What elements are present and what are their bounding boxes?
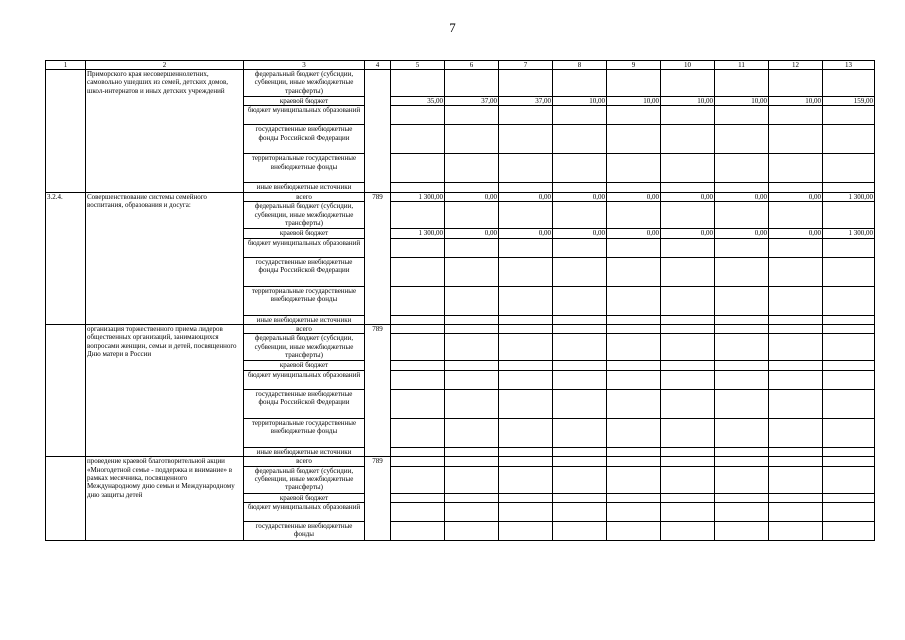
value-cell [499,286,553,315]
value-cell [445,389,499,418]
value-cell [607,125,661,154]
grbs-code: 789 [365,192,391,324]
value-cell [823,286,875,315]
column-number: 3 [244,61,365,70]
value-cell [391,70,445,97]
value-cell [553,70,607,97]
value-cell [445,493,499,502]
column-number: 12 [769,61,823,70]
value-cell [553,361,607,370]
value-cell [823,418,875,447]
column-number: 5 [391,61,445,70]
value-cell [445,315,499,324]
value-cell: 1 300,00 [823,192,875,201]
value-cell [769,503,823,522]
value-cell [445,370,499,389]
value-cell [715,466,769,493]
value-cell [499,315,553,324]
value-cell [823,257,875,286]
value-cell [553,106,607,125]
value-cell: 0,00 [769,192,823,201]
value-cell [607,418,661,447]
value-cell: 0,00 [445,229,499,238]
value-cell [661,325,715,334]
value-cell [391,325,445,334]
value-cell: 0,00 [499,229,553,238]
value-cell [823,503,875,522]
value-cell: 10,00 [607,97,661,106]
value-cell [607,389,661,418]
value-cell [499,334,553,361]
value-cell [499,125,553,154]
value-cell [445,183,499,192]
value-cell [715,70,769,97]
value-cell [499,370,553,389]
funding-source: федеральный бюджет (субсидии, субвенции, иные межбюджетные трансферты) [244,466,365,493]
value-cell [823,125,875,154]
value-cell [391,202,445,229]
column-number: 10 [661,61,715,70]
funding-source: федеральный бюджет (субсидии, субвенции, иные межбюджетные трансферты) [244,70,365,97]
item-name: Приморского края несовершеннолетних, самовольно ушедших из семей, детских домов, школ-интернатов и иных детских учреждений [86,70,244,193]
value-cell [391,286,445,315]
column-number-row [46,61,875,70]
value-cell: 0,00 [661,229,715,238]
funding-source: территориальные государственные внебюджетные фонды [244,286,365,315]
funding-source: краевой бюджет [244,97,365,106]
funding-source: бюджет муниципальных образований [244,503,365,522]
value-cell [553,125,607,154]
value-cell [715,522,769,541]
value-cell [445,106,499,125]
value-cell [661,315,715,324]
funding-source: бюджет муниципальных образований [244,370,365,389]
value-cell: 1 300,00 [391,192,445,201]
value-cell [391,361,445,370]
column-number: 1 [46,61,86,70]
value-cell [769,325,823,334]
value-cell [607,503,661,522]
value-cell [823,325,875,334]
value-cell [391,238,445,257]
value-cell [661,389,715,418]
value-cell [661,457,715,466]
total-label: всего [244,457,365,466]
value-cell: 0,00 [607,229,661,238]
value-cell [607,361,661,370]
value-cell [391,315,445,324]
value-cell [715,418,769,447]
value-cell [661,522,715,541]
value-cell [715,183,769,192]
value-cell [607,447,661,456]
value-cell [391,457,445,466]
value-cell: 0,00 [715,192,769,201]
value-cell: 159,00 [823,97,875,106]
value-cell [661,361,715,370]
value-cell [607,106,661,125]
value-cell [445,418,499,447]
value-cell [715,503,769,522]
value-cell [445,257,499,286]
funding-source: государственные внебюджетные фонды Российской Федерации [244,389,365,418]
value-cell: 0,00 [499,192,553,201]
value-cell [661,370,715,389]
value-cell [445,522,499,541]
column-number: 8 [553,61,607,70]
value-cell: 37,00 [445,97,499,106]
value-cell [823,183,875,192]
value-cell [607,522,661,541]
value-cell [661,334,715,361]
value-cell [445,238,499,257]
value-cell: 0,00 [715,229,769,238]
funding-source: краевой бюджет [244,493,365,502]
value-cell: 0,00 [769,229,823,238]
value-cell [823,334,875,361]
value-cell [607,183,661,192]
value-cell [823,466,875,493]
value-cell [553,493,607,502]
value-cell: 0,00 [553,229,607,238]
value-cell [499,238,553,257]
value-cell [823,361,875,370]
table-row [46,70,875,97]
value-cell [661,106,715,125]
value-cell [823,70,875,97]
value-cell [607,154,661,183]
item-name: Совершенствование системы семейного воспитания, образования и досуга: [86,192,244,324]
value-cell [607,238,661,257]
value-cell [661,493,715,502]
table-row [46,457,875,466]
value-cell [445,154,499,183]
total-label: всего [244,192,365,201]
value-cell [715,257,769,286]
value-cell [553,154,607,183]
value-cell [715,361,769,370]
value-cell [553,503,607,522]
value-cell [823,457,875,466]
value-cell [445,447,499,456]
grbs-code [365,70,391,193]
value-cell [607,70,661,97]
value-cell [607,370,661,389]
value-cell [715,125,769,154]
value-cell [553,370,607,389]
value-cell [445,202,499,229]
value-cell [607,334,661,361]
column-number: 2 [86,61,244,70]
value-cell [445,503,499,522]
funding-source: краевой бюджет [244,361,365,370]
value-cell [607,466,661,493]
value-cell [823,106,875,125]
value-cell [553,238,607,257]
item-code: 3.2.4. [46,192,86,324]
value-cell [661,447,715,456]
value-cell [445,466,499,493]
budget-table [45,60,875,541]
value-cell [769,447,823,456]
funding-source: бюджет муниципальных образований [244,238,365,257]
value-cell [823,447,875,456]
value-cell [445,325,499,334]
value-cell [499,70,553,97]
value-cell [445,125,499,154]
value-cell [499,493,553,502]
value-cell [499,418,553,447]
value-cell [769,334,823,361]
value-cell [499,106,553,125]
value-cell [391,493,445,502]
item-name: организация торжественного приема лидеров общественных организаций, занимающихся вопросами женщин, семьи и детей, посвященного Дню матери в России [86,325,244,457]
funding-source: иные внебюджетные источники [244,447,365,456]
value-cell [391,334,445,361]
value-cell: 0,00 [445,192,499,201]
value-cell [499,325,553,334]
funding-source: федеральный бюджет (субсидии, субвенции, иные межбюджетные трансферты) [244,202,365,229]
value-cell: 10,00 [715,97,769,106]
column-number: 6 [445,61,499,70]
value-cell [823,238,875,257]
value-cell: 0,00 [661,192,715,201]
value-cell [769,106,823,125]
value-cell [715,370,769,389]
value-cell [715,286,769,315]
value-cell [607,286,661,315]
value-cell: 37,00 [499,97,553,106]
value-cell [553,202,607,229]
value-cell [769,183,823,192]
item-name: проведение краевой благотворительной акции «Многодетной семье - поддержка и внимание» в рамках месячника, посвященного Международному дню семьи и Международному дню защиты детей [86,457,244,541]
value-cell [769,361,823,370]
value-cell [391,257,445,286]
value-cell [553,286,607,315]
value-cell [391,418,445,447]
value-cell [553,325,607,334]
value-cell [445,361,499,370]
value-cell [769,154,823,183]
value-cell [445,457,499,466]
value-cell [499,154,553,183]
value-cell [445,286,499,315]
value-cell [391,154,445,183]
funding-source: иные внебюджетные источники [244,183,365,192]
value-cell [499,202,553,229]
value-cell [607,257,661,286]
value-cell: 0,00 [607,192,661,201]
value-cell [499,183,553,192]
value-cell [823,154,875,183]
value-cell [391,183,445,192]
value-cell [661,154,715,183]
value-cell [661,183,715,192]
value-cell [607,493,661,502]
value-cell [391,522,445,541]
funding-source: краевой бюджет [244,229,365,238]
value-cell [391,370,445,389]
value-cell [823,389,875,418]
value-cell [499,389,553,418]
value-cell [715,493,769,502]
value-cell [499,503,553,522]
funding-source: бюджет муниципальных образований [244,106,365,125]
table-body [46,70,875,541]
value-cell [661,466,715,493]
value-cell: 1 300,00 [823,229,875,238]
value-cell [391,106,445,125]
value-cell: 1 300,00 [391,229,445,238]
value-cell [661,257,715,286]
item-code [46,457,86,541]
item-code [46,70,86,193]
value-cell [553,257,607,286]
value-cell [499,361,553,370]
value-cell [823,522,875,541]
column-number: 13 [823,61,875,70]
value-cell [499,522,553,541]
value-cell [715,457,769,466]
value-cell [661,70,715,97]
value-cell [823,370,875,389]
value-cell [769,370,823,389]
value-cell [553,522,607,541]
value-cell [769,389,823,418]
value-cell: 10,00 [769,97,823,106]
value-cell [391,447,445,456]
value-cell [715,315,769,324]
value-cell: 0,00 [553,192,607,201]
value-cell [391,503,445,522]
value-cell [553,334,607,361]
value-cell [715,202,769,229]
grbs-code: 789 [365,325,391,457]
value-cell [553,389,607,418]
value-cell [715,238,769,257]
value-cell [607,202,661,229]
value-cell [661,202,715,229]
column-number: 4 [365,61,391,70]
value-cell [769,202,823,229]
value-cell [661,418,715,447]
value-cell [715,154,769,183]
column-number: 7 [499,61,553,70]
table-row [46,325,875,334]
total-label: всего [244,325,365,334]
value-cell [715,325,769,334]
value-cell [769,493,823,502]
value-cell [661,125,715,154]
value-cell [769,125,823,154]
value-cell [553,447,607,456]
value-cell [661,286,715,315]
column-number: 9 [607,61,661,70]
value-cell: 10,00 [553,97,607,106]
value-cell [445,70,499,97]
value-cell [823,315,875,324]
value-cell [769,418,823,447]
value-cell [445,334,499,361]
value-cell [391,125,445,154]
value-cell [661,238,715,257]
grbs-code: 789 [365,457,391,541]
value-cell [391,389,445,418]
value-cell [823,493,875,502]
value-cell [607,315,661,324]
table-row [46,192,875,201]
value-cell [769,238,823,257]
value-cell [499,257,553,286]
value-cell [715,447,769,456]
value-cell [715,106,769,125]
value-cell [553,183,607,192]
value-cell [499,457,553,466]
value-cell [769,286,823,315]
funding-source: федеральный бюджет (субсидии, субвенции, иные межбюджетные трансферты) [244,334,365,361]
value-cell [769,522,823,541]
value-cell [769,315,823,324]
value-cell [769,257,823,286]
value-cell [553,466,607,493]
value-cell [715,389,769,418]
value-cell [769,70,823,97]
value-cell [553,457,607,466]
value-cell [769,457,823,466]
value-cell [391,466,445,493]
value-cell [661,503,715,522]
value-cell: 10,00 [661,97,715,106]
funding-source: иные внебюджетные источники [244,315,365,324]
item-code [46,325,86,457]
value-cell: 35,00 [391,97,445,106]
value-cell [769,466,823,493]
value-cell [715,334,769,361]
value-cell [553,418,607,447]
column-number: 11 [715,61,769,70]
value-cell [607,325,661,334]
funding-source: государственные внебюджетные фонды Российской Федерации [244,257,365,286]
value-cell [499,466,553,493]
page-number: 7 [449,20,456,35]
value-cell [499,447,553,456]
funding-source: государственные внебюджетные фонды [244,522,365,541]
funding-source: государственные внебюджетные фонды Российской Федерации [244,125,365,154]
value-cell [607,457,661,466]
value-cell [823,202,875,229]
funding-source: территориальные государственные внебюджетные фонды [244,154,365,183]
funding-source: территориальные государственные внебюджетные фонды [244,418,365,447]
value-cell [553,315,607,324]
